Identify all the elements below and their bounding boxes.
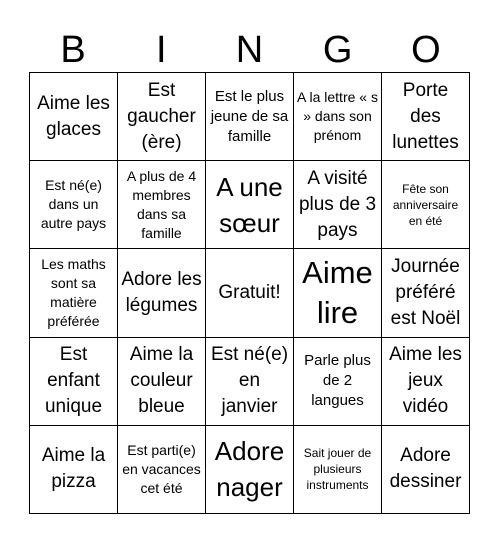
cell-text: Porte des lunettes (392, 79, 459, 153)
cell-text: Aime la pizza (41, 445, 106, 493)
header-letter-o: O (411, 29, 441, 71)
cell-text: Adore les légumes (121, 268, 202, 316)
cell-text: Aime les jeux vidéo (389, 344, 462, 418)
cell-text: Est gaucher (ère) (127, 79, 196, 153)
bingo-header (29, 28, 470, 72)
bingo-cell[interactable] (118, 73, 206, 161)
bingo-cell[interactable] (118, 249, 206, 337)
cell-text: Est né(e) dans un autre pays (40, 177, 107, 232)
cell-text: Est parti(e) en vacances cet été (122, 441, 201, 496)
bingo-cell[interactable] (206, 161, 294, 249)
bingo-cell[interactable] (294, 161, 382, 249)
bingo-cell[interactable] (30, 249, 118, 337)
bingo-cell[interactable] (294, 249, 382, 337)
cell-text: Aime la couleur bleue (129, 344, 194, 418)
cell-text: A plus de 4 membres dans sa famille (126, 167, 197, 241)
header-letter-i: I (156, 29, 167, 71)
header-letter-b: B (60, 29, 86, 71)
cell-text: Est le plus jeune de sa famille (210, 87, 289, 145)
bingo-cell[interactable] (118, 426, 206, 514)
bingo-cell[interactable] (30, 338, 118, 426)
cell-text: Adore nager (214, 436, 285, 503)
cell-text: Adore dessiner (389, 445, 462, 493)
cell-text: Aime lire (302, 254, 373, 330)
bingo-cell[interactable] (206, 73, 294, 161)
bingo-cell[interactable] (382, 161, 470, 249)
bingo-grid (29, 72, 470, 514)
bingo-cell[interactable] (30, 73, 118, 161)
bingo-cell[interactable] (206, 426, 294, 514)
bingo-cell[interactable] (294, 426, 382, 514)
free-space[interactable] (206, 249, 294, 337)
cell-text: Journée préféré est Noël (390, 255, 461, 329)
cell-text: Parle plus de 2 langues (304, 352, 371, 410)
cell-text: A la lettre « s » dans son prénom (297, 89, 378, 144)
header-letter-g: G (322, 29, 353, 71)
cell-text: A visité plus de 3 pays (298, 167, 377, 241)
bingo-cell[interactable] (382, 73, 470, 161)
bingo-cell[interactable] (382, 249, 470, 337)
cell-text: Est né(e) en janvier (210, 344, 289, 418)
bingo-cell[interactable] (206, 338, 294, 426)
header-letter-n: N (235, 29, 264, 71)
cell-text: A une sœur (216, 171, 283, 238)
cell-text: Aime les glaces (37, 92, 110, 140)
bingo-cell[interactable] (382, 338, 470, 426)
cell-text: Gratuit! (218, 281, 281, 303)
cell-text: Les maths sont sa matière préférée (41, 255, 106, 329)
bingo-cell[interactable] (294, 73, 382, 161)
cell-text: Fête son anniversaire en été (392, 181, 459, 228)
cell-text: Est enfant unique (44, 344, 103, 418)
bingo-cell[interactable] (382, 426, 470, 514)
bingo-cell[interactable] (118, 338, 206, 426)
cell-text: Sait jouer de plusieurs instruments (303, 446, 372, 493)
bingo-cell[interactable] (30, 426, 118, 514)
bingo-cell[interactable] (294, 338, 382, 426)
bingo-cell[interactable] (30, 161, 118, 249)
bingo-cell[interactable] (118, 161, 206, 249)
